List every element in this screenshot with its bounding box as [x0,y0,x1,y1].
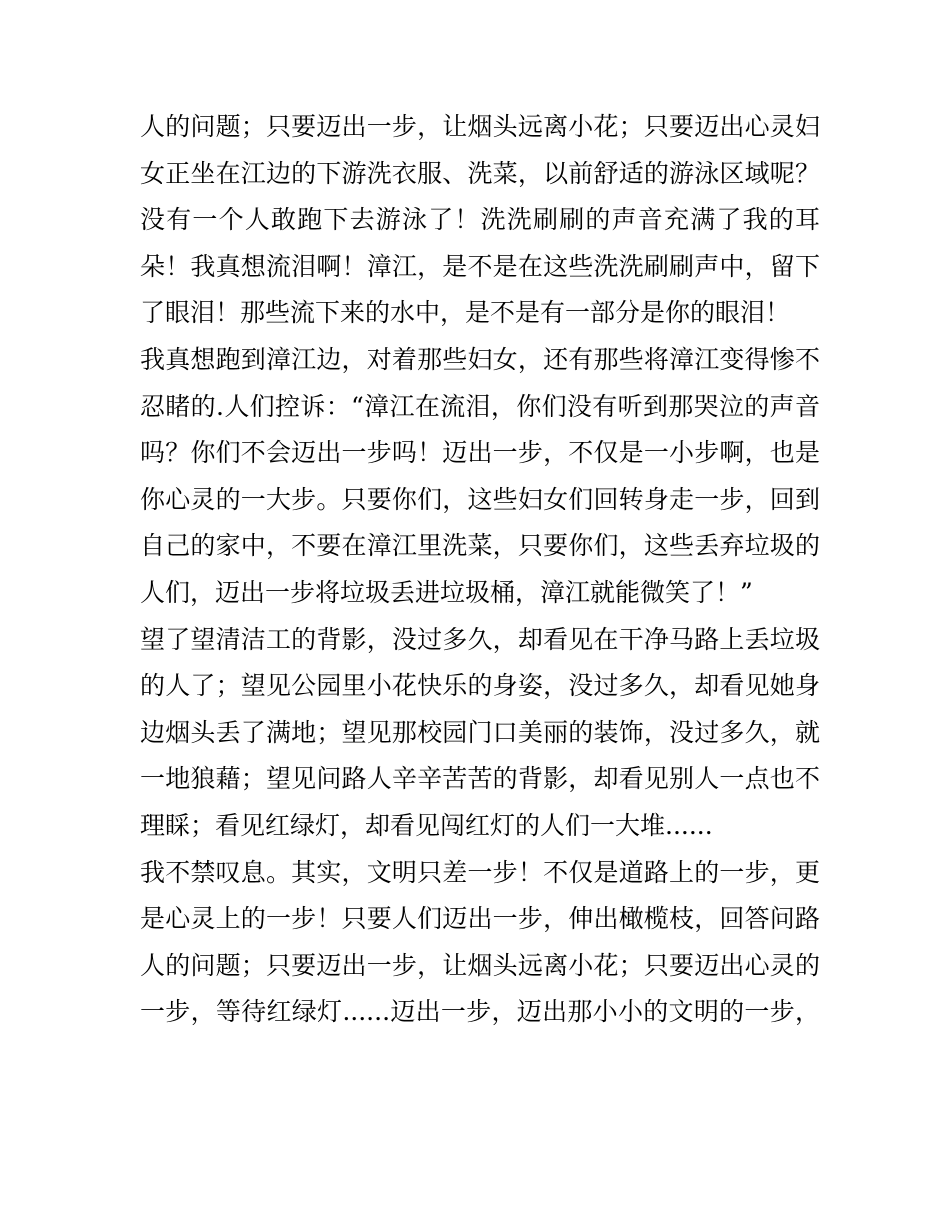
text-line: 自己的家中，不要在漳江里洗菜，只要你们，这些丢弃垃圾的 [140,531,820,561]
text-line: 没有一个人敢跑下去游泳了！洗洗刷刷的声音充满了我的耳 [140,205,820,235]
text-line: 吗？你们不会迈出一步吗！迈出一步，不仅是一小步啊，也是 [140,438,820,468]
text-line: 女正坐在江边的下游洗衣服、洗菜，以前舒适的游泳区域呢？ [140,158,820,188]
text-line: 边烟头丢了满地；望见那校园门口美丽的装饰，没过多久，就 [140,717,820,747]
text-line: 人的问题；只要迈出一步，让烟头远离小花；只要迈出心灵的 [140,950,820,980]
text-line: 人的问题；只要迈出一步，让烟头远离小花；只要迈出心灵妇 [140,112,820,141]
text-line: 人们，迈出一步将垃圾丢进垃圾桶，漳江就能微笑了！” [140,577,753,607]
text-line: 一步，等待红绿灯......迈出一步，迈出那小小的文明的一步， [140,997,820,1027]
text-line: 是心灵上的一步！只要人们迈出一步，伸出橄榄枝，回答问路 [140,904,820,934]
text-line: 你心灵的一大步。只要你们，这些妇女们回转身走一步，回到 [140,484,820,514]
text-line: 一地狼藉；望见问路人辛辛苦苦的背影，却看见别人一点也不 [140,764,820,794]
text-line: 的人了；望见公园里小花快乐的身姿，没过多久，却看见她身 [140,671,820,701]
text-line: 朵！我真想流泪啊！漳江，是不是在这些洗洗刷刷声中，留下 [140,251,820,281]
text-line: 忍睹的.人们控诉：“漳江在流泪，你们没有听到那哭泣的声音 [140,391,820,421]
essay-body-text [140,104,820,1036]
text-line: 望了望清洁工的背影，没过多久，却看见在干净马路上丢垃圾 [140,624,820,654]
text-line: 理睬；看见红绿灯，却看见闯红灯的人们一大堆...... [140,810,713,840]
text-line: 我真想跑到漳江边，对着那些妇女，还有那些将漳江变得惨不 [140,344,820,374]
text-line: 我不禁叹息。其实，文明只差一步！不仅是道路上的一步，更 [140,857,820,887]
text-line: 了眼泪！那些流下来的水中，是不是有一部分是你的眼泪！ [140,298,791,328]
